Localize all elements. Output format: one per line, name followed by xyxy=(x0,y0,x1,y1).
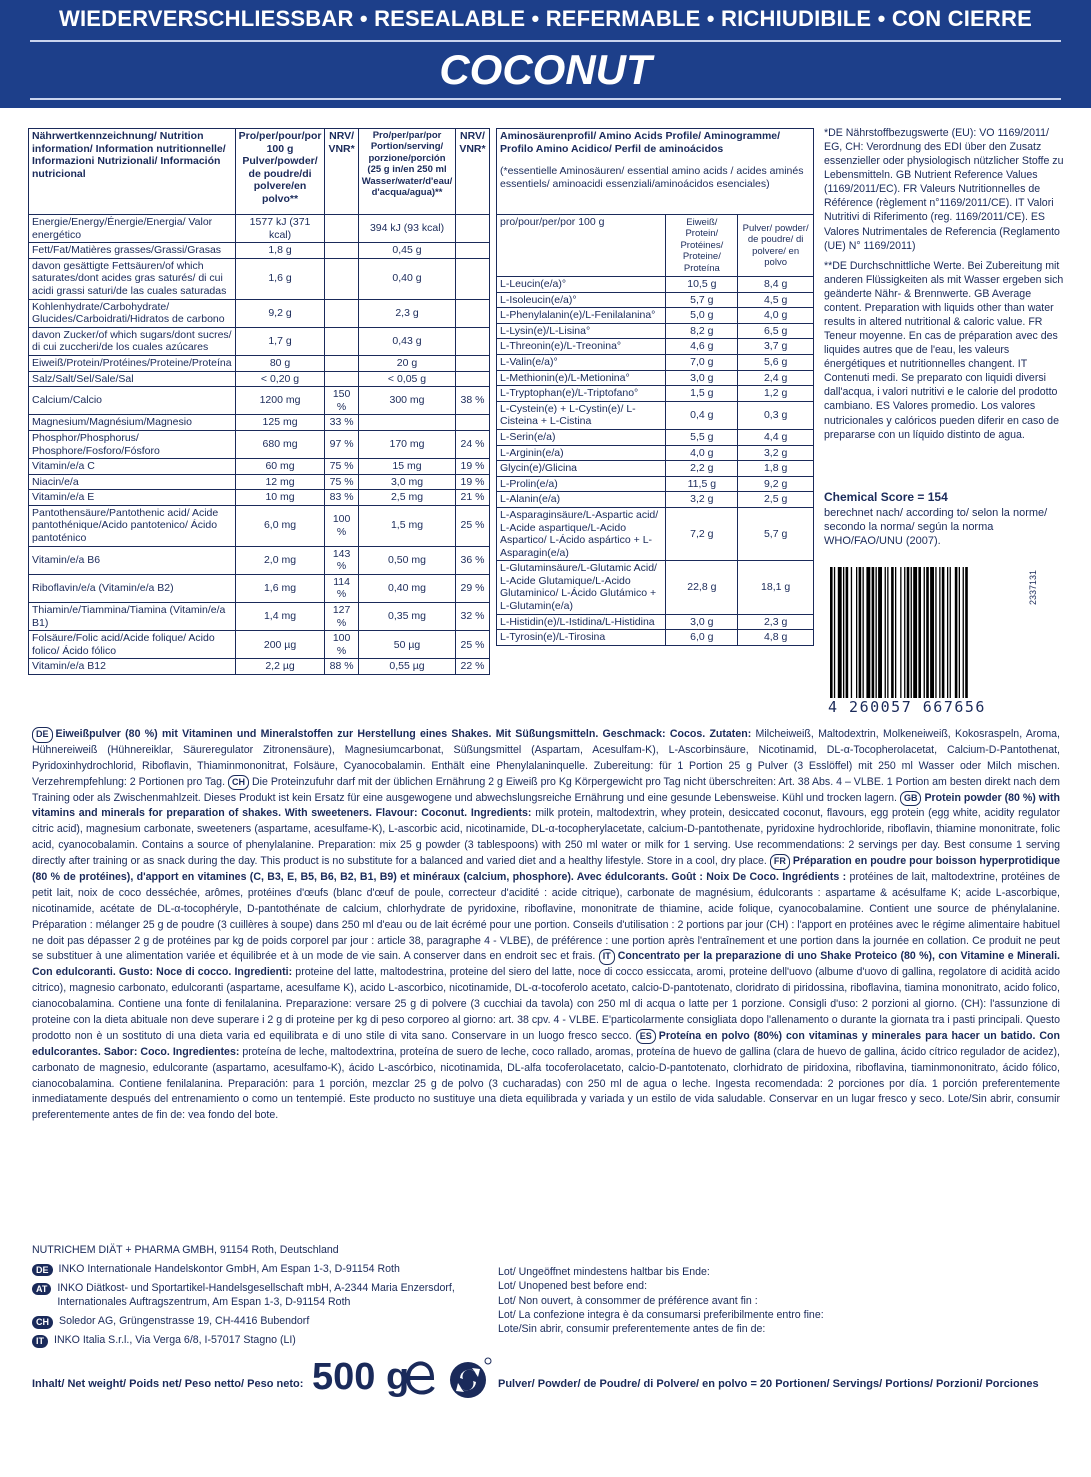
barcode-bar xyxy=(843,567,844,707)
manufacturer: NUTRICHEM DIÄT + PHARMA GMBH, 91154 Roth, Deutschland xyxy=(32,1244,339,1256)
average-note: **DE Durchschnittliche Werte. Bei Zubereitung mit anderen Flüssigkeiten als mit Wasser ergeben sich geänderte Nähr- & Brennwerte. GB Average content. Preparation with liquids other than water results in altered nutritional & caloric value. FR Teneur moyenne. En cas de préparation avec des liquides autres que de l'eau, les valeurs énergétiques et nutritionnelles changent. IT Contenuti medi. Se preparato con liquidi diversi dall'acqua, i valori nutritivi e le calorie del prodotto cambiano. ES Valores promedio. Los valores nutricionales y calóricos pueden diferir en caso de prepararse con un líquido distinto de agua. xyxy=(824,259,1064,441)
barcode-bar xyxy=(876,567,877,707)
amino-cell-protein: 10,5 g xyxy=(666,277,738,293)
fr-title: Préparation en poudre pour boisson hyperprotidique (80 % de protéines), d'apport en vitamines (C, B3, E, B5, B6, B2, B1, B9) et minéraux (calcium, phosphore). Avec édulcorants. Goût : Noix De Coco. Ingrédients : xyxy=(32,855,1060,884)
nutrition-cell-per100: 12 mg xyxy=(235,474,325,490)
nutrition-table xyxy=(28,128,490,675)
nutrition-cell-serving: 0,40 mg xyxy=(358,574,456,602)
amino-cell-powder: 0,3 g xyxy=(738,401,814,429)
amino-cell-protein: 7,0 g xyxy=(666,354,738,370)
barcode-bar xyxy=(887,567,888,707)
estimated-e-icon xyxy=(400,1356,440,1400)
fr-text: protéines de lait, maltodextrine, protéines de petit lait, noix de coco desséchée, arômes, protéines d'œufs (blanc d'œuf de poule, correcteur d'acidité : acide citrique), carbonate de magnésium, édulcorants : aspartame & acésulfame K; acide L-ascorbique, nicotinamide, acétate de DL-α-tocophéryle, D-pantothénate de calcium, chlorhydrate de pyridoxine, riboflavine, mononitrate de thiamine, acide folique, cyanocobalamine. Contient une source de phénylalanine. Préparation : mélanger 25 g de poudre (3 cuillères à soupe) dans 250 ml d'eau ou de lait écrémé pour une portion. Conseils d'utilisation : 2 portions par jour (CH) : l'apport en protéines avec le régime alimentaire habituel ne doit pas dépasser 2 g de protéines par kg de poids corporel par jour : article 38, paragraphe 4 - VLBE), de préférence : une portion après l'entraînement et une portion dans la journée en collation. Ce produit ne peut se substituer à une alimentation variée et équilibrée et à un mode de vie sain. A conserver dans en endroit sec et frais. xyxy=(32,871,1060,963)
barcode-bar xyxy=(851,567,852,707)
distributor-block xyxy=(32,1243,492,1348)
nutrition-cell-serving: 0,45 g xyxy=(358,243,456,259)
amino-cell-powder: 4,0 g xyxy=(738,308,814,324)
amino-row xyxy=(497,461,814,477)
nutrition-cell-name: Vitamin/e/a B6 xyxy=(29,546,236,574)
amino-cell-name: L-Asparaginsäure/L-Aspartic acid/ L-Acide aspartique/L-Acido Aspartico/ L-Ácido aspártico + L-Asparagin(e/a) xyxy=(497,507,666,560)
nutrition-header-nrv2: NRV/ VNR* xyxy=(456,129,489,215)
barcode-bar xyxy=(950,567,951,707)
nutrition-cell-nrv2: 25 % xyxy=(456,631,489,659)
barcode-bar xyxy=(947,567,948,707)
nutrition-cell-nrv2 xyxy=(456,355,489,371)
country-badge: AT xyxy=(32,1283,51,1296)
nutrition-cell-per100: 125 mg xyxy=(235,415,325,431)
amino-row xyxy=(497,561,814,614)
barcode-bar xyxy=(955,567,958,707)
amino-row xyxy=(497,386,814,402)
nutrition-cell-per100: 10 mg xyxy=(235,490,325,506)
barcode-bar xyxy=(924,567,925,707)
amino-cell-protein: 6,0 g xyxy=(666,630,738,646)
amino-cell-powder: 2,4 g xyxy=(738,370,814,386)
amino-cell-protein: 4,6 g xyxy=(666,339,738,355)
nutrition-cell-nrv1 xyxy=(325,327,358,355)
nutrition-cell-name: Magnesium/Magnésium/Magnesio xyxy=(29,415,236,431)
amino-cell-protein: 3,0 g xyxy=(666,370,738,386)
amino-cell-powder: 4,8 g xyxy=(738,630,814,646)
barcode-bar xyxy=(891,567,894,707)
top-banner xyxy=(0,0,1091,108)
amino-cell-name: L-Serin(e/a) xyxy=(497,429,666,445)
lot-line: Lot/ Unopened best before end: xyxy=(498,1280,648,1293)
lot-line: Lote/Sin abrir, consumir preferentemente antes de fin de: xyxy=(498,1323,766,1336)
nutrition-cell-per100: 1,6 g xyxy=(235,258,325,299)
nutrition-cell-serving: 3,0 mg xyxy=(358,474,456,490)
nutrition-cell-nrv1: 143 % xyxy=(325,546,358,574)
barcode-bar xyxy=(930,567,934,707)
lang-badge-ch: CH xyxy=(228,775,249,791)
barcode-side-number: 2337131 xyxy=(1028,570,1038,606)
barcode-bar xyxy=(907,567,910,707)
nutrition-cell-serving: 0,35 mg xyxy=(358,603,456,631)
amino-cell-name: L-Lysin(e)/L-Lisina° xyxy=(497,323,666,339)
lang-badge-it: IT xyxy=(599,949,615,965)
nutrition-cell-nrv1: 33 % xyxy=(325,415,358,431)
nutrition-cell-serving: 0,50 mg xyxy=(358,546,456,574)
lot-line: Lot/ Ungeöffnet mindestens haltbar bis Ende: xyxy=(498,1266,710,1278)
barcode-bar xyxy=(859,567,862,707)
nutrition-cell-nrv1: 97 % xyxy=(325,430,358,458)
nutrition-row xyxy=(29,631,490,659)
amino-row xyxy=(497,277,814,293)
gb-text: milk protein, maltodextrin, whey protein, desiccated coconut, flavours, egg protein (egg white, acidity regulator citric acid), magnesium carbonate, sweeteners (aspartame, acesulfame-K), L-ascorbic acid, nicotinamide, DL-α-tocopherylacetate, calcium-D-pantothenate, pyridoxine hydrochloride, riboflavin, thiamine mononitrate, folic acid, cyanocobalamin. Contains a source of phenylalanine. Preparation: mix 25 g powder (3 tablespoons) with 250 ml water or milk for 1 serving. Use recommendations: 2 servings per day. Best consume 1 serving directly after training or as snack during the day. This product is no substitute for a balanced and varied diet and a healthy lifestyle. Store in a cool, dry place. xyxy=(32,807,1060,868)
amino-cell-powder: 5,7 g xyxy=(738,507,814,560)
nutrition-cell-serving: 170 mg xyxy=(358,430,456,458)
nutrition-row xyxy=(29,243,490,259)
amino-cell-protein: 5,5 g xyxy=(666,429,738,445)
barcode-bar xyxy=(939,567,940,707)
nutrition-row xyxy=(29,474,490,490)
amino-cell-name: Glycin(e)/Glicina xyxy=(497,461,666,477)
amino-row xyxy=(497,339,814,355)
nutrition-cell-serving: 0,43 g xyxy=(358,327,456,355)
amino-cell-protein: 7,2 g xyxy=(666,507,738,560)
nutrition-cell-name: Thiamin/e/Tiammina/Tiamina (Vitamin/e/a B1) xyxy=(29,603,236,631)
it-text: proteine del latte, maltodestrina, proteine del siero del latte, noce di cocco essiccata, aromi, proteine dell'uovo (albume d'uovo di gallina, regolatore di acidità acido citrico), magnesio carbonato, edulcoranti (aspartame, acesulfame K), acido L-ascorbico, nicotinamide, DL-α-tocoferolo acetato, calcio-D-pantotenato, cloridrato di piridossina, riboflavina, tiamina mononitrato, acido folico, cianocobalamina. Contiene una fonte di fenilalanina. Preparazione: versare 25 g di polvere (3 cucchiai da tavola) con 250 ml di acqua o latte per 1 porzione. Consigli d'uso: 2 porzioni al giorno. (CH): l'assunzione di proteine con la dieta abituale non deve superare i 2 g di proteine per kg di peso corporeo al giorno: art. 38 cpv. 4 - VLBE. E'particolarmente consigliata dopo l'allenamento o durante la giornata tra i pasti principali. Questo prodotto non è un sostituto di una dieta varia ed equilibrata e di uno stile di vita sano. Conservare in un luogo fresco secco. xyxy=(32,966,1060,1042)
nutrition-cell-name: Niacin/e/a xyxy=(29,474,236,490)
nutrition-header-nrv1: NRV/ VNR* xyxy=(325,129,358,215)
amino-cell-powder: 2,3 g xyxy=(738,614,814,630)
nutrition-cell-nrv2: 25 % xyxy=(456,505,489,546)
nutrition-cell-nrv1: 127 % xyxy=(325,603,358,631)
barcode-bar xyxy=(878,567,882,707)
amino-cell-protein: 3,2 g xyxy=(666,492,738,508)
nutrition-row xyxy=(29,659,490,675)
amino-cell-name: L-Valin(e/a)° xyxy=(497,354,666,370)
nutrition-cell-serving: 300 mg xyxy=(358,387,456,415)
nutrition-cell-nrv1 xyxy=(325,215,358,243)
nutrition-row xyxy=(29,258,490,299)
nutrition-cell-name: Fett/Fat/Matières grasses/Grassi/Grasas xyxy=(29,243,236,259)
amino-cell-name: L-Tryptophan(e)/L-Triptofano° xyxy=(497,386,666,402)
amino-cell-powder: 8,4 g xyxy=(738,277,814,293)
address-text: INKO Internationale Handelskontor GmbH, Am Espan 1-3, D-91154 Roth xyxy=(58,1262,400,1275)
nutrition-row xyxy=(29,355,490,371)
nutrition-cell-nrv2 xyxy=(456,415,489,431)
amino-row xyxy=(497,492,814,508)
amino-cell-powder: 18,1 g xyxy=(738,561,814,614)
address-list xyxy=(32,1262,492,1348)
nutrition-row xyxy=(29,387,490,415)
nutrition-cell-per100: 80 g xyxy=(235,355,325,371)
nutrition-cell-serving: 20 g xyxy=(358,355,456,371)
lang-badge-fr: FR xyxy=(770,854,790,870)
address-text: INKO Diätkost- und Sportartikel-Handelsgesellschaft mbH, A-2344 Maria Enzersdorf, Internationales Auftragszentrum, Am Espan 1-3, D-91154 Roth xyxy=(57,1281,455,1309)
nutrition-cell-name: Folsäure/Folic acid/Acide folique/ Acido folico/ Ácido fólico xyxy=(29,631,236,659)
nutrition-cell-name: Salz/Salt/Sel/Sale/Sal xyxy=(29,371,236,387)
nutrition-cell-nrv2 xyxy=(456,258,489,299)
barcode-bar xyxy=(846,567,849,707)
barcode-bar xyxy=(856,567,857,707)
amino-rows xyxy=(497,277,814,646)
nutrition-cell-name: davon Zucker/of which sugars/dont sucres/ di cui zuccheri/de los cuales azúcares xyxy=(29,327,236,355)
nutrition-row xyxy=(29,430,490,458)
nutrition-cell-per100: 1,6 mg xyxy=(235,574,325,602)
amino-cell-name: L-Tyrosin(e)/L-Tirosina xyxy=(497,630,666,646)
nutrition-cell-per100: 60 mg xyxy=(235,459,325,475)
nutrition-cell-per100: 200 µg xyxy=(235,631,325,659)
amino-row xyxy=(497,429,814,445)
address-text: INKO Italia S.r.l., Via Verga 6/8, I-57017 Stagno (LI) xyxy=(54,1334,296,1347)
nutrition-cell-serving: 394 kJ (93 kcal) xyxy=(358,215,456,243)
nutrition-cell-nrv1 xyxy=(325,258,358,299)
amino-cell-powder: 3,2 g xyxy=(738,445,814,461)
address-text: Soledor AG, Grüngenstrasse 19, CH-4416 Bubendorf xyxy=(59,1315,310,1328)
ch-text: Die Proteinzufuhr darf mit der üblichen Ernährung 2 g Eiweiß pro Kg Körpergewicht pro Tag nicht überschreiten: Art. 38 Abs. 4 – VLBE. 1 Portion am besten direkt nach dem Training oder als Zwischenmahlzeit. Dieses Produkt ist kein Ersatz für eine ausgewogene und abwechslungsreiche Ernährung und eine gesunde Lebensweise. Kühl und trocken lagern. xyxy=(32,775,1060,804)
amino-row xyxy=(497,507,814,560)
amino-cell-name: L-Methionin(e)/L-Metionina° xyxy=(497,370,666,386)
nutrition-cell-nrv2 xyxy=(456,371,489,387)
nutrition-cell-nrv2: 24 % xyxy=(456,430,489,458)
amino-cell-protein: 8,2 g xyxy=(666,323,738,339)
barcode-bar xyxy=(900,567,901,707)
nutrition-row xyxy=(29,415,490,431)
amino-cell-name: L-Isoleucin(e/a)° xyxy=(497,292,666,308)
chemical-score-block xyxy=(824,490,1064,548)
amino-row xyxy=(497,292,814,308)
barcode-bar xyxy=(895,567,896,707)
amino-cell-name: L-Prolin(e/a) xyxy=(497,476,666,492)
amino-row xyxy=(497,630,814,646)
nutrition-cell-name: Riboflavin/e/a (Vitamin/e/a B2) xyxy=(29,574,236,602)
address-row xyxy=(32,1281,492,1311)
barcode-bar xyxy=(834,567,835,707)
country-badge: DE xyxy=(32,1264,53,1277)
lot-line: Lot/ La confezione integra è da consumarsi preferibilmente entro fine: xyxy=(498,1308,824,1321)
address-row xyxy=(32,1314,492,1329)
de-title: Eiweißpulver (80 %) mit Vitaminen und Mineralstoffen zur Herstellung eines Shakes. Mit Süßungsmitteln. Geschmack: Cocos. Zutaten: xyxy=(55,728,752,740)
servings-info: Pulver/ Powder/ de Poudre/ di Polvere/ en polvo = 20 Portionen/ Servings/ Portions/ Porzioni/ Porciones xyxy=(498,1378,1039,1390)
nutrition-cell-serving: 15 mg xyxy=(358,459,456,475)
nutrition-cell-per100: 9,2 g xyxy=(235,299,325,327)
amino-cell-powder: 1,8 g xyxy=(738,461,814,477)
nutrition-cell-per100: 1,4 mg xyxy=(235,603,325,631)
amino-cell-name: L-Cystein(e) + L-Cystin(e)/ L-Cisteina + L-Cistina xyxy=(497,401,666,429)
lang-badge-de: DE xyxy=(32,727,53,743)
net-weight-value: 500 g xyxy=(312,1356,410,1398)
barcode-bar xyxy=(942,567,945,707)
nutrition-cell-name: Energie/Energy/Énergie/Energia/ Valor energético xyxy=(29,215,236,243)
nutrition-cell-name: Vitamin/e/a E xyxy=(29,490,236,506)
amino-cell-protein: 3,0 g xyxy=(666,614,738,630)
amino-row xyxy=(497,614,814,630)
amino-row xyxy=(497,323,814,339)
lot-line: Lot/ Non ouvert, à consommer de préférence avant fin : xyxy=(498,1294,758,1307)
nutrition-row xyxy=(29,215,490,243)
nutrition-row xyxy=(29,603,490,631)
amino-cell-name: L-Phenylalanin(e)/L-Fenilalanina° xyxy=(497,308,666,324)
recycle-icon xyxy=(448,1356,492,1400)
barcode-bar xyxy=(959,567,960,707)
es-title: Proteína en polvo (80%) con vitaminas y minerales para hacer un batido. Con edulcorantes. Sabor: Coco. Ingredientes: xyxy=(32,1029,1060,1058)
amino-cell-name: L-Leucin(e/a)° xyxy=(497,277,666,293)
nutrition-cell-nrv2 xyxy=(456,327,489,355)
nutrition-row xyxy=(29,546,490,574)
amino-note: (*essentielle Aminosäuren/ essential amino acids / acides aminés essentiels/ aminoacidi essenziali/aminoácidos esenciales) xyxy=(500,165,804,190)
address-row xyxy=(32,1333,492,1348)
nutrition-cell-nrv1: 150 % xyxy=(325,387,358,415)
amino-cell-protein: 2,2 g xyxy=(666,461,738,477)
nutrition-cell-per100: 2,2 µg xyxy=(235,659,325,675)
barcode-bar xyxy=(965,567,968,707)
nutrition-cell-serving: 50 µg xyxy=(358,631,456,659)
amino-row xyxy=(497,370,814,386)
nutrition-cell-per100: 1,8 g xyxy=(235,243,325,259)
nutrition-cell-nrv2 xyxy=(456,243,489,259)
amino-cell-powder: 6,5 g xyxy=(738,323,814,339)
nutrition-cell-per100: 2,0 mg xyxy=(235,546,325,574)
amino-table xyxy=(496,128,814,646)
nutrition-row xyxy=(29,490,490,506)
amino-cell-protein: 22,8 g xyxy=(666,561,738,614)
country-badge: IT xyxy=(32,1335,48,1348)
barcode-bar xyxy=(863,567,864,707)
nrv-note: *DE Nährstoffbezugswerte (EU): VO 1169/2011/ EG, CH: Verordnung des EDI über den Zusatz essenzieller oder physiologisch nützlicher Stoffe zu Lebensmitteln. GB Nutrient Reference Values (1169/2011/EC). FR Valeurs Nutritionnelles de Référence (règlement n°1169/2011/CE). IT Valori Nutritivi di Riferimento (reg. 1169/2011/CE). ES Valores Nutrimentales de Referencia (Reglamento (UE) N° 1169/2011) xyxy=(824,127,1064,252)
nutrition-cell-per100: 6,0 mg xyxy=(235,505,325,546)
amino-cell-powder: 4,4 g xyxy=(738,429,814,445)
nutrition-cell-nrv2 xyxy=(456,215,489,243)
banner-divider-bottom xyxy=(30,98,1061,100)
barcode-bar xyxy=(963,567,964,707)
nutrition-cell-nrv2 xyxy=(456,299,489,327)
nutrition-cell-name: davon gesättigte Fettsäuren/of which saturates/dont acides gras saturés/ di cui acidi grassi saturi/de las cuales saturadas xyxy=(29,258,236,299)
nutrition-row xyxy=(29,371,490,387)
reference-notes xyxy=(824,126,1064,448)
barcode-bar xyxy=(913,567,917,707)
chemical-score: Chemical Score = 154 xyxy=(824,490,948,504)
amino-cell-protein: 4,0 g xyxy=(666,445,738,461)
nutrition-cell-nrv1 xyxy=(325,299,358,327)
amino-header xyxy=(497,129,814,215)
amino-cell-powder: 5,6 g xyxy=(738,354,814,370)
barcode-bar xyxy=(926,567,929,707)
amino-cell-name: L-Glutaminsäure/L-Glutamic Acid/ L-Acide Glutamique/L-Acido Glutaminico/ L-Ácido Glutámico + L-Glutamin(e/a) xyxy=(497,561,666,614)
nutrition-cell-per100: < 0,20 g xyxy=(235,371,325,387)
barcode-bar xyxy=(935,567,936,707)
nutrition-row xyxy=(29,327,490,355)
barcode-image xyxy=(822,567,1022,717)
nutrition-cell-nrv1: 100 % xyxy=(325,505,358,546)
nutrition-header-serving: Pro/per/par/por Portion/serving/ porzione/porción (25 g in/en 250 ml Wasser/water/d'eau/ d'acqua/agua)** xyxy=(358,129,456,215)
lang-badge-es: ES xyxy=(636,1029,656,1045)
amino-cell-powder: 1,2 g xyxy=(738,386,814,402)
nutrition-cell-nrv1: 75 % xyxy=(325,474,358,490)
banner-divider xyxy=(30,40,1061,42)
amino-row xyxy=(497,401,814,429)
nutrition-row xyxy=(29,459,490,475)
amino-title: Aminosäurenprofil/ Amino Acids Profile/ Aminogramme/ Profilo Amino Acidico/ Perfil de aminoácidos xyxy=(500,130,781,155)
nutrition-cell-name: Pantothensäure/Pantothenic acid/ Acide pantothénique/Acido pantotenico/ Ácido pantoténico xyxy=(29,505,236,546)
de-text: Milcheiweiß, Maltodextrin, Molkeneiweiß, Kokosraspeln, Aroma, Hühnereiweiß (Hühnereiklar, Säureregulator Zitronensäure), Magnesiumcarbonat, Süßungsmittel (Aspartam, Acesulfam-K), L-Ascorbinsäure, Nicotinamid, DL-α-Tocopherolacetat, Calcium-D-Pantothenat, Pyridoxinhydrochlorid, Riboflavin, Thiaminmononitrat, Folsäure, Cyanocobalamin. Enthält eine Phenylalaninquelle. Zubereitung: für 1 Portion 25 g Pulver (3 Esslöffel) mit 250 ml Wasser oder Milch mischen. Verzehrempfehlung: 2 Portionen pro Tag. xyxy=(32,728,1060,788)
nutrition-cell-name: Phosphor/Phosphorus/ Phosphore/Fosforo/Fósforo xyxy=(29,430,236,458)
flavour-title: COCONUT xyxy=(439,46,652,93)
nutrition-cell-serving: 1,5 mg xyxy=(358,505,456,546)
nutrition-row xyxy=(29,574,490,602)
nutrition-cell-name: Vitamin/e/a C xyxy=(29,459,236,475)
it-title: Concentrato per la preparazione di uno Shake Proteico (80 %), con Vitamine e Minerali. Con edulcoranti. Gusto: Noce di cocco. Ingredienti: xyxy=(32,950,1060,979)
nutrition-cell-name: Vitamin/e/a B12 xyxy=(29,659,236,675)
nutrition-cell-serving: < 0,05 g xyxy=(358,371,456,387)
address-row xyxy=(32,1262,492,1277)
amino-cell-powder: 9,2 g xyxy=(738,476,814,492)
nutrition-cell-nrv1 xyxy=(325,371,358,387)
nutrition-cell-nrv2: 21 % xyxy=(456,490,489,506)
amino-col-powder: Pulver/ powder/ de poudre/ di polvere/ en polvo xyxy=(738,215,814,277)
barcode-bar xyxy=(904,567,905,707)
barcode-bar xyxy=(872,567,875,707)
amino-cell-powder: 3,7 g xyxy=(738,339,814,355)
nutrition-cell-nrv2: 19 % xyxy=(456,474,489,490)
barcode-bar xyxy=(918,567,921,707)
nutrition-cell-nrv2: 29 % xyxy=(456,574,489,602)
amino-cell-protein: 5,7 g xyxy=(666,292,738,308)
amino-cell-powder: 4,5 g xyxy=(738,292,814,308)
es-text: proteína de leche, maltodextrina, proteína de suero de leche, coco rallado, aromas, proteína de huevo de gallina (clara de huevo de gallina, ácido cítrico regulador de acidez), carbonato de magnesio, edulcorante (aspartamo, acesulfamo-K), ácido L-ascórbico, nicotinamida, DL-alfa tocoferolacetato, calcio-D-pantotenato, clorhidrato de piridoxina, riboflavina, tiaminmononitrato, ácido fólico, cianocobalamina. Contiene fenilalanina. Preparación: para 1 porción, mezclar 25 g de polvo (3 cucharadas) con 250 ml de agua o leche. Ingesta recomendada: 2 porciones por día. 1 porción preferentemente inmediatamente después del entrenamiento o como un tentempié. Este producto no sustituye una dieta equilibrada y variada y un estilo de vida saludable. Conservar en un lugar fresco y seco. Lote/Sin abrir, consumir preferentemente antes de fin de: vea fondo del bote. xyxy=(32,1045,1060,1122)
amino-col-name: pro/pour/per/por 100 g xyxy=(497,215,666,277)
lot-block xyxy=(498,1265,1018,1336)
nutrition-cell-name: Eiweiß/Protein/Protéines/Proteine/Proteína xyxy=(29,355,236,371)
barcode-bar xyxy=(838,567,842,707)
amino-row xyxy=(497,308,814,324)
amino-cell-name: L-Arginin(e/a) xyxy=(497,445,666,461)
nutrition-header-per100: Pro/per/pour/por 100 g Pulver/powder/ de poudre/di polvere/en polvo** xyxy=(235,129,325,215)
barcode-digits: 4 260057 667656 xyxy=(822,698,1022,716)
barcode-bar xyxy=(866,567,870,707)
nutrition-cell-per100: 1577 kJ (371 kcal) xyxy=(235,215,325,243)
nutrition-cell-serving: 0,55 µg xyxy=(358,659,456,675)
nutrition-cell-nrv1: 83 % xyxy=(325,490,358,506)
gb-title: Protein powder (80 %) with vitamins and minerals for preparation of shakes. With sweeteners. Flavour: Coconut. Ingredients: xyxy=(32,791,1060,820)
barcode-bar xyxy=(911,567,912,707)
nutrition-rows xyxy=(29,215,490,675)
nutrition-cell-nrv2: 32 % xyxy=(456,603,489,631)
nutrition-row xyxy=(29,299,490,327)
resealable-line: WIEDERVERSCHLIESSBAR • RESEALABLE • REFERMABLE • RICHIUDIBILE • CON CIERRE xyxy=(59,6,1032,31)
amino-row xyxy=(497,476,814,492)
nutrition-cell-nrv2: 38 % xyxy=(456,387,489,415)
nutrition-cell-name: Kohlenhydrate/Carbohydrate/ Glucides/Carboidrati/Hidratos de carbono xyxy=(29,299,236,327)
nutrition-cell-serving: 0,40 g xyxy=(358,258,456,299)
amino-cell-protein: 0,4 g xyxy=(666,401,738,429)
barcode-bar xyxy=(830,567,833,707)
ingredients-block xyxy=(32,727,1060,1124)
country-badge: CH xyxy=(32,1316,53,1329)
nutrition-cell-nrv2: 22 % xyxy=(456,659,489,675)
nutrition-cell-nrv1: 100 % xyxy=(325,631,358,659)
amino-cell-powder: 2,5 g xyxy=(738,492,814,508)
nutrition-cell-nrv1 xyxy=(325,243,358,259)
nutrition-cell-serving xyxy=(358,415,456,431)
nutrition-cell-nrv2: 36 % xyxy=(456,546,489,574)
amino-cell-protein: 1,5 g xyxy=(666,386,738,402)
nutrition-cell-name: Calcium/Calcio xyxy=(29,387,236,415)
nutrition-cell-nrv1: 75 % xyxy=(325,459,358,475)
amino-row xyxy=(497,354,814,370)
amino-cell-protein: 11,5 g xyxy=(666,476,738,492)
amino-row xyxy=(497,445,814,461)
barcode-bar xyxy=(885,567,886,707)
net-weight-label: Inhalt/ Net weight/ Poids net/ Peso netto/ Peso neto: xyxy=(32,1378,304,1390)
nutrition-cell-nrv1: 88 % xyxy=(325,659,358,675)
amino-cell-name: L-Threonin(e)/L-Treonina° xyxy=(497,339,666,355)
amino-col-protein: Eiweiß/ Protein/ Protéines/ Proteine/ Proteína xyxy=(666,215,738,277)
nutrition-cell-per100: 1200 mg xyxy=(235,387,325,415)
nutrition-header-name: Nährwertkennzeichnung/ Nutrition information/ Information nutritionnelle/ Informazioni Nutrizionali/ Información nutricional xyxy=(29,129,236,215)
nutrition-cell-serving: 2,3 g xyxy=(358,299,456,327)
nutrition-cell-nrv1: 114 % xyxy=(325,574,358,602)
nutrition-cell-per100: 680 mg xyxy=(235,430,325,458)
nutrition-cell-nrv1 xyxy=(325,355,358,371)
chemical-score-note: berechnet nach/ according to/ selon la norme/ secondo la norma/ según la norma WHO/FAO/UNU (2007). xyxy=(824,506,1048,548)
amino-cell-name: L-Alanin(e/a) xyxy=(497,492,666,508)
nutrition-cell-per100: 1,7 g xyxy=(235,327,325,355)
nutrition-row xyxy=(29,505,490,546)
nutrition-cell-nrv2: 19 % xyxy=(456,459,489,475)
amino-cell-name: L-Histidin(e)/L-Istidina/L-Histidina xyxy=(497,614,666,630)
nutrition-cell-serving: 2,5 mg xyxy=(358,490,456,506)
lang-badge-gb: GB xyxy=(900,791,922,807)
amino-cell-protein: 5,0 g xyxy=(666,308,738,324)
